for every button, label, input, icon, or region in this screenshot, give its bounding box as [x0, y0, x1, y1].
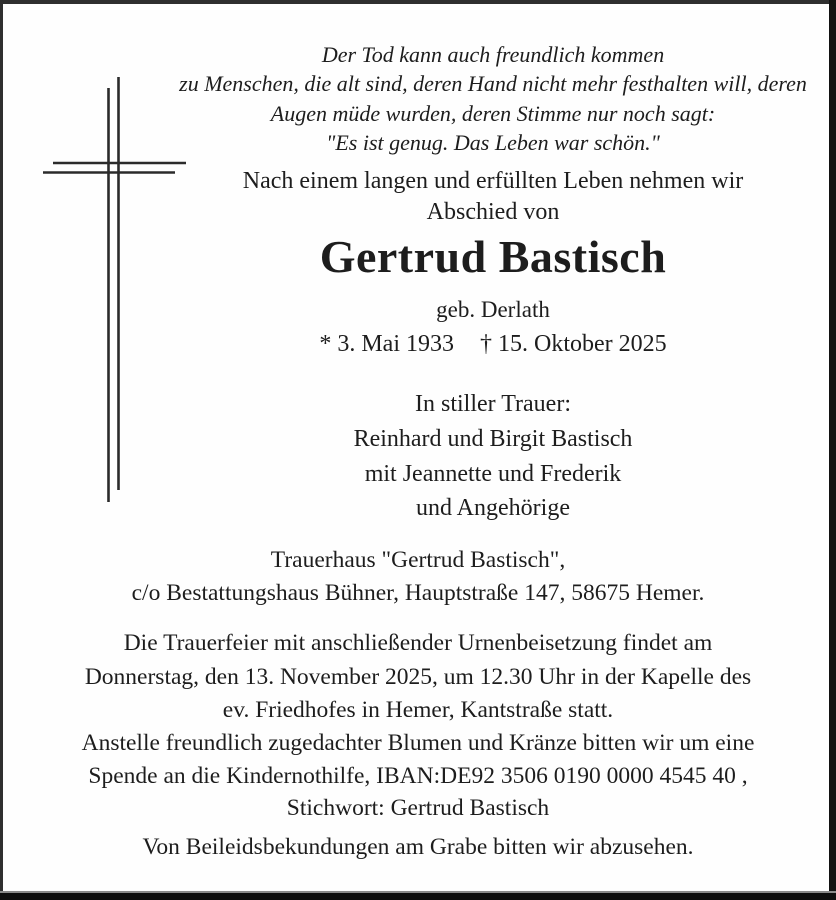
mourning-family	[140, 422, 836, 526]
text-line: und Angehörige	[416, 495, 570, 522]
birth-date: * 3. Mai 1933	[319, 331, 454, 357]
intro-text	[140, 166, 836, 227]
text-line: "Es ist genug. Das Leben war schön."	[326, 130, 660, 156]
text-line: Anstelle freundlich zugedachter Blumen und Kränze bitten wir um eine	[81, 730, 755, 756]
text-line: Spende an die Kindernothilfe, IBAN:DE92 3506 0190 0000 4545 40 ,	[88, 762, 748, 789]
text-line: Stichwort: Gertrud Bastisch	[286, 795, 550, 821]
text-line: ev. Friedhofes in Hemer, Kantstraße statt.	[222, 697, 614, 723]
text-line: Donnerstag, den 13. November 2025, um 12.30 Uhr in der Kapelle des	[84, 663, 752, 690]
text-line: Der Tod kann auch freundlich kommen	[321, 42, 665, 67]
text-line: c/o Bestattungshaus Bühner, Hauptstraße 147, 58675 Hemer.	[131, 580, 705, 606]
life-dates	[140, 329, 836, 359]
maiden-name: geb. Derlath	[436, 297, 550, 322]
text-line: Nach einem langen und erfüllten Leben nehmen wir	[242, 168, 744, 194]
text-line: Die Trauerfeier mit anschließender Urnenbeisetzung findet am	[123, 630, 713, 656]
donation-request	[8, 727, 828, 825]
text-line: zu Menschen, die alt sind, deren Hand nicht mehr festhalten will, deren	[179, 71, 807, 97]
funeral-home-address	[8, 544, 828, 610]
text-line: mit Jeannette und Frederik	[364, 460, 622, 487]
death-date: † 15. Oktober 2025	[480, 331, 667, 357]
deceased-name: Gertrud Bastisch	[319, 231, 667, 282]
opening-quote	[140, 40, 836, 158]
text-line: Abschied von	[426, 198, 560, 225]
text-line: Trauerhaus "Gertrud Bastisch",	[270, 547, 566, 573]
frame-bottom-edge	[0, 891, 836, 900]
text-line: Augen müde wurden, deren Stimme nur noch sagt:	[270, 100, 716, 126]
mourning-heading: In stiller Trauer:	[415, 391, 571, 417]
funeral-service-info	[8, 627, 828, 728]
text-line: Reinhard und Birgit Bastisch	[353, 426, 633, 452]
closing-note: Von Beileidsbekundungen am Grabe bitten wir abzusehen.	[142, 834, 694, 860]
